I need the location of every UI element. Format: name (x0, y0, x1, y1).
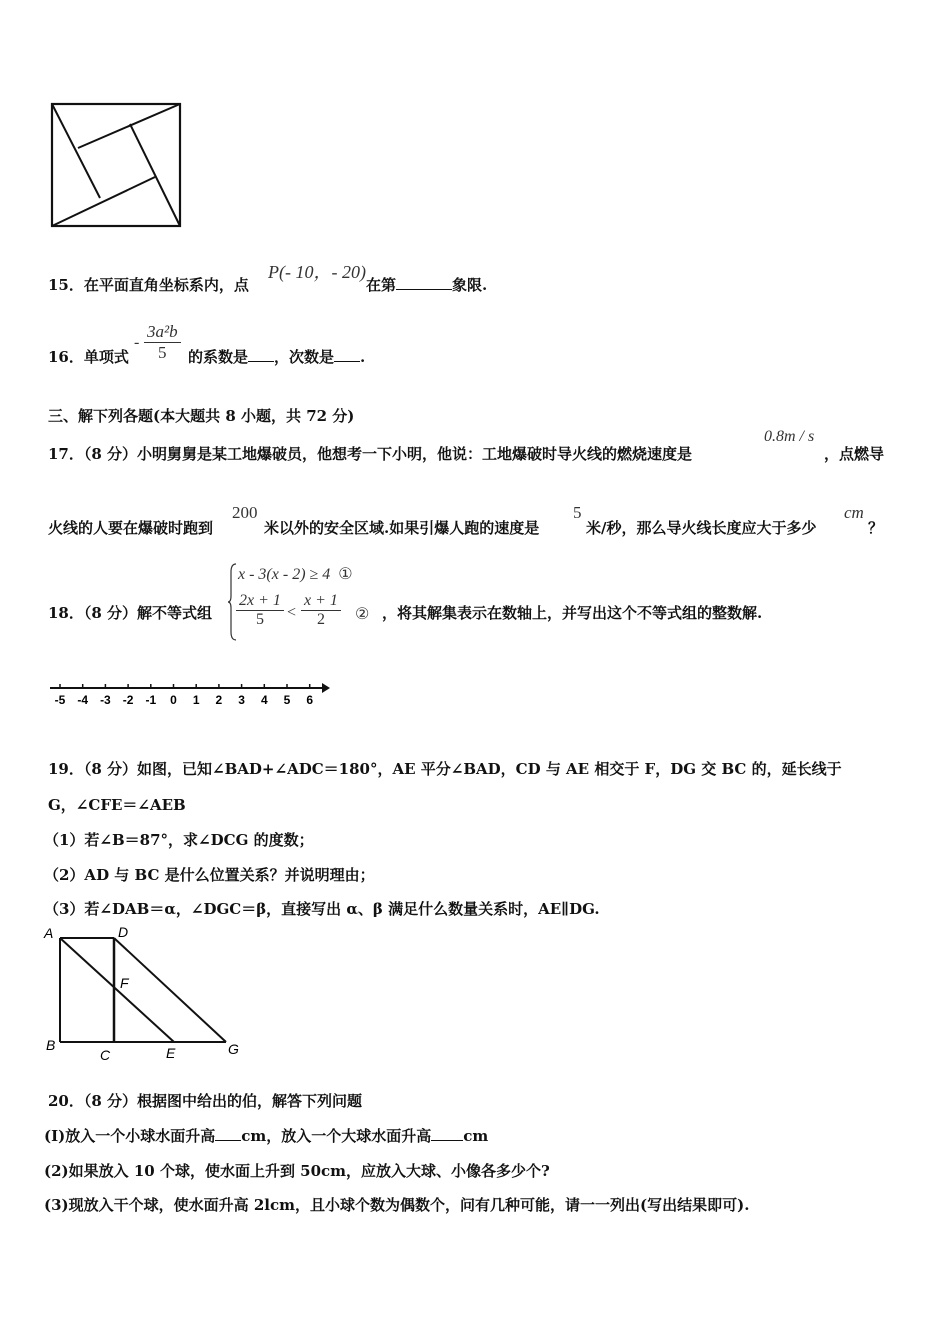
q18-inequality-1 (238, 564, 353, 584)
q19-line2: G，∠CFE＝∠AEB (48, 796, 186, 814)
q18-num-b: x + 1 (301, 592, 341, 611)
q17-line1-a: （8 分）小明舅舅是某工地爆破员，他想考一下小明，他说：工地爆破时导火线的燃烧速度是 (83, 445, 693, 463)
q16-text-c: ，次数是 (274, 348, 335, 366)
q18-ineq1: x - 3(x - 2) ≥ 4 (238, 566, 331, 583)
q16-degree-blank[interactable] (334, 347, 360, 362)
label-a: A (44, 925, 54, 941)
label-b: B (46, 1037, 56, 1053)
q18-mark1: ① (338, 566, 353, 583)
label-e: E (166, 1045, 176, 1061)
number-line (44, 676, 334, 710)
number-line-label: 0 (170, 693, 177, 707)
q19-geometry-figure (40, 920, 250, 1062)
label-c: C (100, 1047, 111, 1062)
q16-denominator: 5 (158, 343, 167, 362)
q15-number: 15． (48, 276, 84, 294)
q16-sign: - (134, 334, 140, 351)
q17-line-1 (48, 443, 692, 464)
q18-den-a: 5 (255, 611, 264, 628)
q17-line2-d: ？ (868, 519, 884, 537)
q15-point-expression: P(- 10，- 20) (268, 262, 366, 282)
q18-den-b: 2 (316, 611, 325, 628)
q18-frac-b (301, 592, 341, 629)
q20-sub1-c: cm (463, 1127, 489, 1145)
q20-title (48, 1090, 362, 1111)
q15-text-c: 象限. (452, 276, 488, 294)
q20-sub1-b: cm，放入一个大球水面升高 (241, 1127, 432, 1145)
number-line-label: 3 (238, 693, 245, 707)
q18-less-than: < (287, 604, 297, 621)
number-line-label: -4 (77, 693, 89, 707)
q16-text-b: 的系数是 (188, 348, 249, 366)
q19-sub-3: （3）若∠DAB＝α，∠DGC＝β，直接写出 α、β 满足什么数量关系时，AE∥DG. (44, 900, 600, 918)
section-3-title: 三、解下列各题(本大题共 8 小题，共 72 分) (48, 407, 355, 425)
q17-line2-c: 米/秒，那么导火线长度应大于多少 (586, 519, 817, 537)
q20-sub-1 (44, 1125, 488, 1146)
q20-sub-2: (2)如果放入 10 个球，使水面上升到 50cm，应放入大球、小像各多少个? (44, 1162, 550, 1180)
question-16 (48, 346, 129, 367)
label-g: G (228, 1041, 239, 1057)
q16-fraction (144, 322, 181, 363)
q18-mark2: ② (355, 606, 370, 623)
q18-text-b: ，将其解集表示在数轴上，并写出这个不等式组的整数解. (382, 604, 763, 622)
q16-coefficient-blank[interactable] (248, 347, 274, 362)
q19-line-1 (48, 758, 842, 779)
q20-large-ball-blank[interactable] (431, 1126, 463, 1141)
q17-distance: 200 (232, 503, 258, 522)
q18-num-a: 2x + 1 (236, 592, 284, 611)
q16-numerator: 3a²b (144, 322, 181, 343)
q17-number: 17． (48, 445, 84, 463)
q16-number: 16． (48, 348, 84, 366)
q20-number: 20． (48, 1092, 84, 1110)
q19-sub-1: （1）若∠B＝87°，求∠DCG 的度数； (44, 831, 314, 849)
q18-frac-a (236, 592, 284, 629)
number-line-label: 4 (260, 693, 268, 707)
number-line-label: 1 (192, 693, 200, 707)
q20-small-ball-blank[interactable] (215, 1126, 241, 1141)
number-line-label: -5 (54, 693, 66, 707)
number-line-label: -3 (100, 693, 111, 707)
q16-text-a: 单项式 (83, 348, 129, 366)
q20-sub-3: (3)现放入干个球，使水面升高 2lcm，且小球个数为偶数个，问有几种可能，请一一列出(写出结果即可). (44, 1196, 750, 1214)
q17-speed: 0.8m / s (764, 428, 815, 445)
number-line-label: -2 (122, 693, 134, 707)
q17-line2-a: 火线的人要在爆破时跑到 (48, 519, 214, 537)
q20-title-text: （8 分）根据图中给出的伯，解答下列问题 (83, 1092, 363, 1110)
q19-line1: （8 分）如图，已知∠BAD+∠ADC＝180°，AE 平分∠BAD，CD 与 AE 相交于 F，DG 交 BC 的，延长线于 (83, 760, 842, 778)
label-f: F (120, 975, 129, 991)
q20-sub1-a: (I)放入一个小球水面升高 (44, 1127, 216, 1145)
q16-text-d: . (360, 348, 366, 366)
q17-run-speed: 5 (573, 503, 582, 522)
q19-sub-2: （2）AD 与 BC 是什么位置关系？并说明理由； (44, 866, 375, 884)
q17-unit: cm (844, 503, 864, 522)
q15-text-b: 在第 (366, 276, 397, 294)
q15-answer-blank[interactable] (396, 275, 452, 290)
q15-text-a: 在平面直角坐标系内，点 (83, 276, 249, 294)
square-pinwheel-figure (48, 100, 184, 230)
q15-tail (366, 274, 487, 295)
q17-line2-b: 米以外的安全区域.如果引爆人跑的速度是 (264, 519, 540, 537)
number-line-label: 2 (215, 693, 223, 707)
q18-lead (48, 602, 212, 623)
q18-text-a: （8 分）解不等式组 (83, 604, 213, 622)
q18-number: 18． (48, 604, 84, 622)
q17-line1-b: ，点燃导 (824, 445, 885, 463)
number-line-label: 5 (283, 693, 291, 707)
q19-number: 19． (48, 760, 84, 778)
number-line-label: 6 (306, 693, 314, 707)
number-line-label: -1 (145, 693, 157, 707)
q16-tail (188, 346, 365, 367)
label-d: D (118, 924, 129, 940)
question-15 (48, 274, 249, 295)
